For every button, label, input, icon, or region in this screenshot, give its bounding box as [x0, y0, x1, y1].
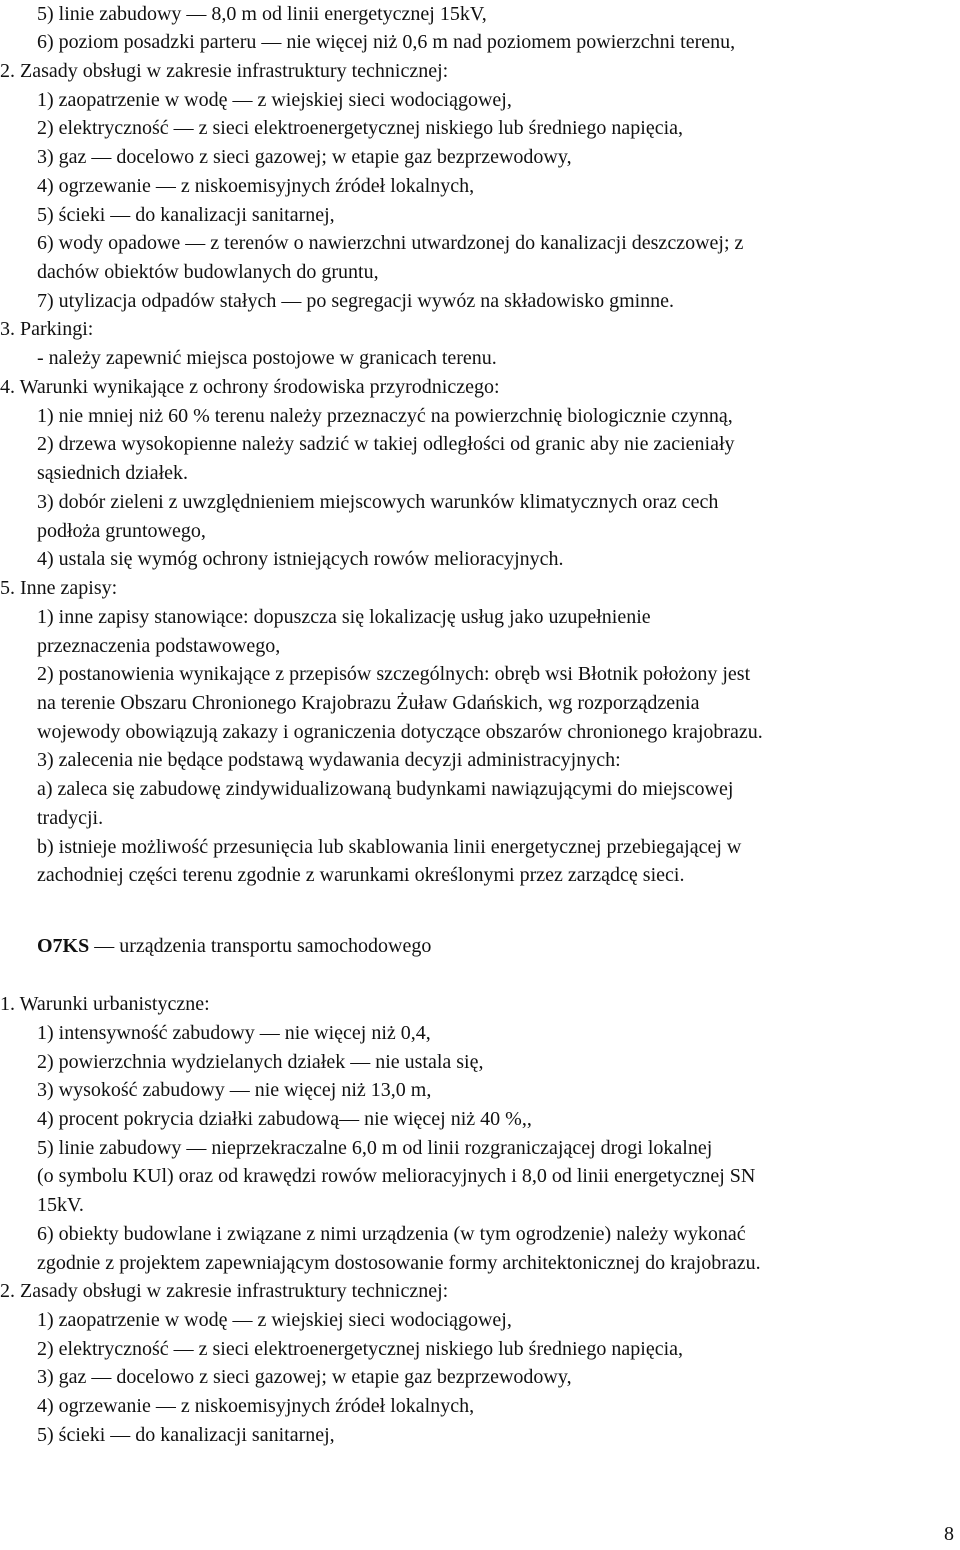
- text-line: 2) elektryczność — z sieci elektroenergetycznej niskiego lub średniego napięcia,: [37, 1338, 684, 1360]
- text-line: 5) ścieki — do kanalizacji sanitarnej,: [37, 1424, 335, 1446]
- text-line: 4) procent pokrycia działki zabudową— nie więcej niż 40 %,,: [37, 1108, 532, 1130]
- text-line: 4) ustala się wymóg ochrony istniejących rowów melioracyjnych.: [37, 548, 564, 570]
- text-line: 1) nie mniej niż 60 % terenu należy przeznaczyć na powierzchnię biologicznie czynną,: [37, 405, 733, 427]
- section-heading: 1. Warunki urbanistyczne:: [0, 993, 210, 1015]
- text-line: - należy zapewnić miejsca postojowe w granicach terenu.: [37, 347, 497, 369]
- text-line: tradycji.: [37, 807, 104, 829]
- text-line: 15kV.: [37, 1194, 84, 1216]
- zone-heading: [37, 932, 431, 960]
- text-line: 3) gaz — docelowo z sieci gazowej; w etapie gaz bezprzewodowy,: [37, 1366, 572, 1388]
- text-line: 6) poziom posadzki parteru — nie więcej niż 0,6 m nad poziomem powierzchni terenu,: [37, 31, 736, 53]
- page-number: 8: [944, 1523, 954, 1545]
- text-line: 6) wody opadowe — z terenów o nawierzchni utwardzonej do kanalizacji deszczowej; z: [37, 232, 744, 254]
- text-line: 3) gaz — docelowo z sieci gazowej; w etapie gaz bezprzewodowy,: [37, 146, 572, 168]
- zone-code: O7KS: [37, 935, 90, 957]
- section-heading: 2. Zasady obsługi w zakresie infrastruktury technicznej:: [0, 1280, 449, 1302]
- text-line: 2) elektryczność — z sieci elektroenergetycznej niskiego lub średniego napięcia,: [37, 117, 684, 139]
- section-heading: 3. Parkingi:: [0, 318, 94, 340]
- text-line: b) istnieje możliwość przesunięcia lub skablowania linii energetycznej przebiegającej w: [37, 836, 742, 858]
- text-line: (o symbolu KUl) oraz od krawędzi rowów melioracyjnych i 8,0 od linii energetycznej SN: [37, 1165, 756, 1187]
- text-line: na terenie Obszaru Chronionego Krajobrazu Żuław Gdańskich, wg rozporządzenia: [37, 692, 700, 714]
- text-line: 3) dobór zieleni z uwzględnieniem miejscowych warunków klimatycznych oraz cech: [37, 491, 719, 513]
- text-line: 2) drzewa wysokopienne należy sadzić w takiej odległości od granic aby nie zacieniały: [37, 433, 735, 455]
- section-heading: 5. Inne zapisy:: [0, 577, 118, 599]
- text-line: 3) zalecenia nie będące podstawą wydawania decyzji administracyjnych:: [37, 749, 621, 771]
- text-line: sąsiednich działek.: [37, 462, 189, 484]
- text-line: 1) intensywność zabudowy — nie więcej niż 0,4,: [37, 1022, 431, 1044]
- text-line: 1) inne zapisy stanowiące: dopuszcza się lokalizację usług jako uzupełnienie: [37, 606, 651, 628]
- text-line: 5) linie zabudowy — 8,0 m od linii energetycznej 15kV,: [37, 3, 487, 25]
- text-line: 2) powierzchnia wydzielanych działek — nie ustala się,: [37, 1051, 484, 1073]
- text-line: wojewody obowiązują zakazy i ograniczenia dotyczące obszarów chronionego krajobrazu.: [37, 721, 763, 743]
- text-line: podłoża gruntowego,: [37, 520, 206, 542]
- text-line: zachodniej części terenu zgodnie z warunkami określonymi przez zarządcę sieci.: [37, 864, 685, 886]
- text-line: 7) utylizacja odpadów stałych — po segregacji wywóz na składowisko gminne.: [37, 290, 675, 312]
- text-line: zgodnie z projektem zapewniającym dostosowanie formy architektonicznej do krajobrazu.: [37, 1252, 761, 1274]
- text-line: 1) zaopatrzenie w wodę — z wiejskiej sieci wodociągowej,: [37, 89, 512, 111]
- zone-description: — urządzenia transportu samochodowego: [89, 935, 432, 957]
- text-line: 3) wysokość zabudowy — nie więcej niż 13,0 m,: [37, 1079, 432, 1101]
- text-line: 5) linie zabudowy — nieprzekraczalne 6,0 m od linii rozgraniczającej drogi lokalnej: [37, 1137, 713, 1159]
- text-line: 6) obiekty budowlane i związane z nimi urządzenia (w tym ogrodzenie) należy wykonać: [37, 1223, 746, 1245]
- text-line: 5) ścieki — do kanalizacji sanitarnej,: [37, 204, 335, 226]
- section-heading: 4. Warunki wynikające z ochrony środowiska przyrodniczego:: [0, 376, 500, 398]
- text-line: 4) ogrzewanie — z niskoemisyjnych źródeł lokalnych,: [37, 1395, 475, 1417]
- text-line: a) zaleca się zabudowę zindywidualizowaną budynkami nawiązującymi do miejscowej: [37, 778, 734, 800]
- text-line: 2) postanowienia wynikające z przepisów szczególnych: obręb wsi Błotnik położony jest: [37, 663, 751, 685]
- text-line: dachów obiektów budowlanych do gruntu,: [37, 261, 379, 283]
- section-heading: 2. Zasady obsługi w zakresie infrastruktury technicznej:: [0, 60, 449, 82]
- text-line: 1) zaopatrzenie w wodę — z wiejskiej sieci wodociągowej,: [37, 1309, 512, 1331]
- text-line: 4) ogrzewanie — z niskoemisyjnych źródeł lokalnych,: [37, 175, 475, 197]
- text-line: przeznaczenia podstawowego,: [37, 635, 281, 657]
